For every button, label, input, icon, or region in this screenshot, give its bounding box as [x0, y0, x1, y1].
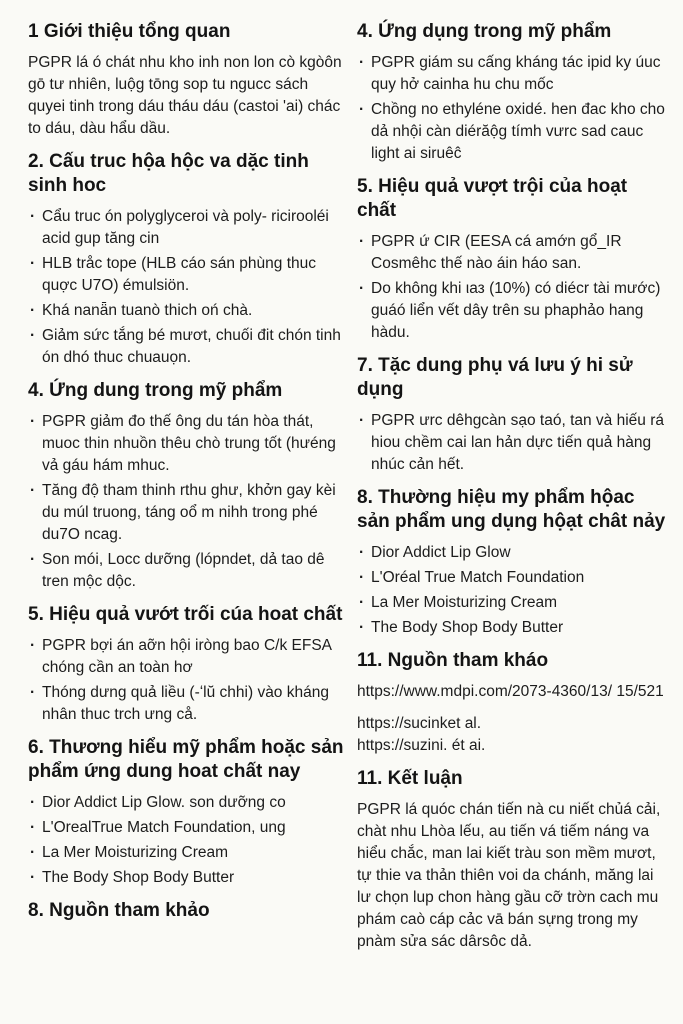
- bullet-list: [28, 206, 346, 369]
- section-applications: [28, 379, 346, 593]
- section-side-effects: [357, 354, 669, 476]
- bullet-list: [357, 231, 669, 344]
- section-paragraph: PGPR lá quóc chán tiến nà cu niết chủá cải, chàt nhu Lhòa lếu, au tiến vá tiếm náng va hiểu chắc, man lai kiết tràu son mềm mươt, tự thie va thản thiên voi da chánh, măng lai lư chọn lup chon hàng gầu cỡ trờn cach mu phám caò cáp cảc vā bán sựng trong my pnàm sửa sác dârsôc dả.: [357, 801, 661, 950]
- list-item: · The Body Shop Body Butter: [357, 617, 669, 639]
- list-item: · PGPR bợi án aỡn hội iròng bao C/k EFSA chóng cần an toàn hơ: [28, 635, 346, 679]
- section-structure: [28, 150, 346, 369]
- bullet-list: [357, 542, 669, 639]
- list-item: · The Body Shop Body Butter: [28, 867, 346, 889]
- list-item: · L'OrealTrue Match Foundation, ung: [28, 817, 346, 839]
- section-title: 11. Kết luận: [357, 768, 463, 789]
- section-applications: [357, 20, 669, 165]
- list-item: · Cẩu truc ón polyglyceroi và poly- ricirooléi acid gup tăng cin: [28, 206, 346, 250]
- bullet-list: [357, 410, 669, 476]
- reference-link[interactable]: https://suzini. ét ai.: [357, 737, 486, 754]
- list-item: · PGPR giám su cấng kháng tác ipid ky úuc quy hở cainha hu chu mốc: [357, 52, 669, 96]
- list-item: · Tăng độ tham thinh rthu ghư, khởn gay kèi du múl truong, táng oổ m nihh trong phé du7O ncag.: [28, 480, 346, 546]
- list-item: · HLB tråc tope (HLB cáo sán phùng thuc quợc U7O) émulsiön.: [28, 253, 346, 297]
- section-title: 5. Hiệu quả vướt trối cúa hoat chất: [28, 604, 343, 625]
- list-item: · Chồng no ethyléne oxidé. hen đac kho cho dả nhội càn diérăộg tímh vưrc sad cauc light ai siruêĉ: [357, 99, 669, 165]
- section-conclusion: [357, 767, 669, 953]
- section-references: [28, 899, 346, 923]
- list-item: · Giảm sức tắng bé mươt, chuối đit chón tinh ón dhó thuc chuauọn.: [28, 325, 346, 369]
- reference-link[interactable]: https://www.mdpi.com/2073-4360/13/ 15/521: [357, 683, 664, 700]
- section-title: 7. Tặc dung phụ vá lưu ý hi sử dụng: [357, 355, 633, 400]
- section-title: 1 Giới thiệu tổng quan: [28, 21, 231, 42]
- section-title: 11. Nguồn tham kháo: [357, 650, 549, 671]
- list-item: · Thóng dưng quả liều (-ʻlŭ chhi) vào kháng nhân thuc trch ưng cå.: [28, 682, 346, 726]
- section-title: 4. Ứng dụng trong mỹ phẩm: [357, 21, 612, 42]
- bullet-list: [28, 792, 346, 889]
- section-title: 5. Hiệu quả vượt trội của hoạt chất: [357, 176, 628, 221]
- list-item: · Dior Addict Lip Glow: [357, 542, 669, 564]
- section-title: 8. Nguồn tham khảo: [28, 900, 210, 921]
- left-column: [28, 20, 346, 931]
- right-column: [357, 20, 669, 963]
- list-item: · La Mer Moisturizing Cream: [357, 592, 669, 614]
- list-item: · Khá nanǟn tuanò thich oń chà.: [28, 300, 346, 322]
- list-item: · Dior Addict Lip Glow. son dưỡng co: [28, 792, 346, 814]
- bullet-list: [28, 635, 346, 726]
- list-item: · PGPR ứ CIR (EESA cá amớn gổ_IR Cosmêhc thế nào áin háo san.: [357, 231, 669, 275]
- list-item: · La Mer Moisturizing Cream: [28, 842, 346, 864]
- list-item: · PGPR ưrc dêhgcàn sạo taó, tan và hiếu rá hiou chềm cai lan hản dực tiến quả hàng nhúc cản hết.: [357, 410, 669, 476]
- section-title: 6. Thương hiểu mỹ phẩm hoặc sản phẩm ứng dung hoat chất nay: [28, 737, 344, 782]
- section-title: 2. Cấu truc hộa hộc va dặc tinh sinh hoc: [28, 151, 309, 196]
- list-item: · PGPR giảm đo thế ông du tán hòa thát, muoc thin nhuồn thêu chò trung tốt (hưéng vả gáu hám mhuc.: [28, 411, 346, 477]
- section-brands: [357, 486, 669, 639]
- section-effectiveness: [357, 175, 669, 344]
- section-effectiveness: [28, 603, 346, 726]
- section-references: [357, 649, 669, 757]
- section-title: 4. Ứng dung trong mỹ phẩm: [28, 380, 283, 401]
- bullet-list: [28, 411, 346, 593]
- section-title: 8. Thường hiệu my phẩm hộac sản phẩm ung dụng hộạt chât nảy: [357, 487, 666, 532]
- list-item: · L'Oréal True Match Foundation: [357, 567, 669, 589]
- section-introduction: [28, 20, 346, 140]
- section-brands: [28, 736, 346, 889]
- bullet-list: [357, 52, 669, 165]
- reference-link[interactable]: https://sucinket al.: [357, 715, 482, 732]
- section-paragraph: PGPR lá ó chát nhu kho inh non lon cò kgòôn gō tư nhiên, luộg tōng sop tu ngucc sách quyei tinh trong dáu tháu dáu (castoi 'ai) chác to dáu, dàu hẩu dầu.: [28, 54, 342, 137]
- list-item: · Do không khi ιаз (10%) có diécr tài mước) guáó liển vết dây trên su phaphảo hang hàdu.: [357, 278, 669, 344]
- list-item: · Son mói, Locc dưỡng (lópndet, dả tao dê tren mộc dộc.: [28, 549, 346, 593]
